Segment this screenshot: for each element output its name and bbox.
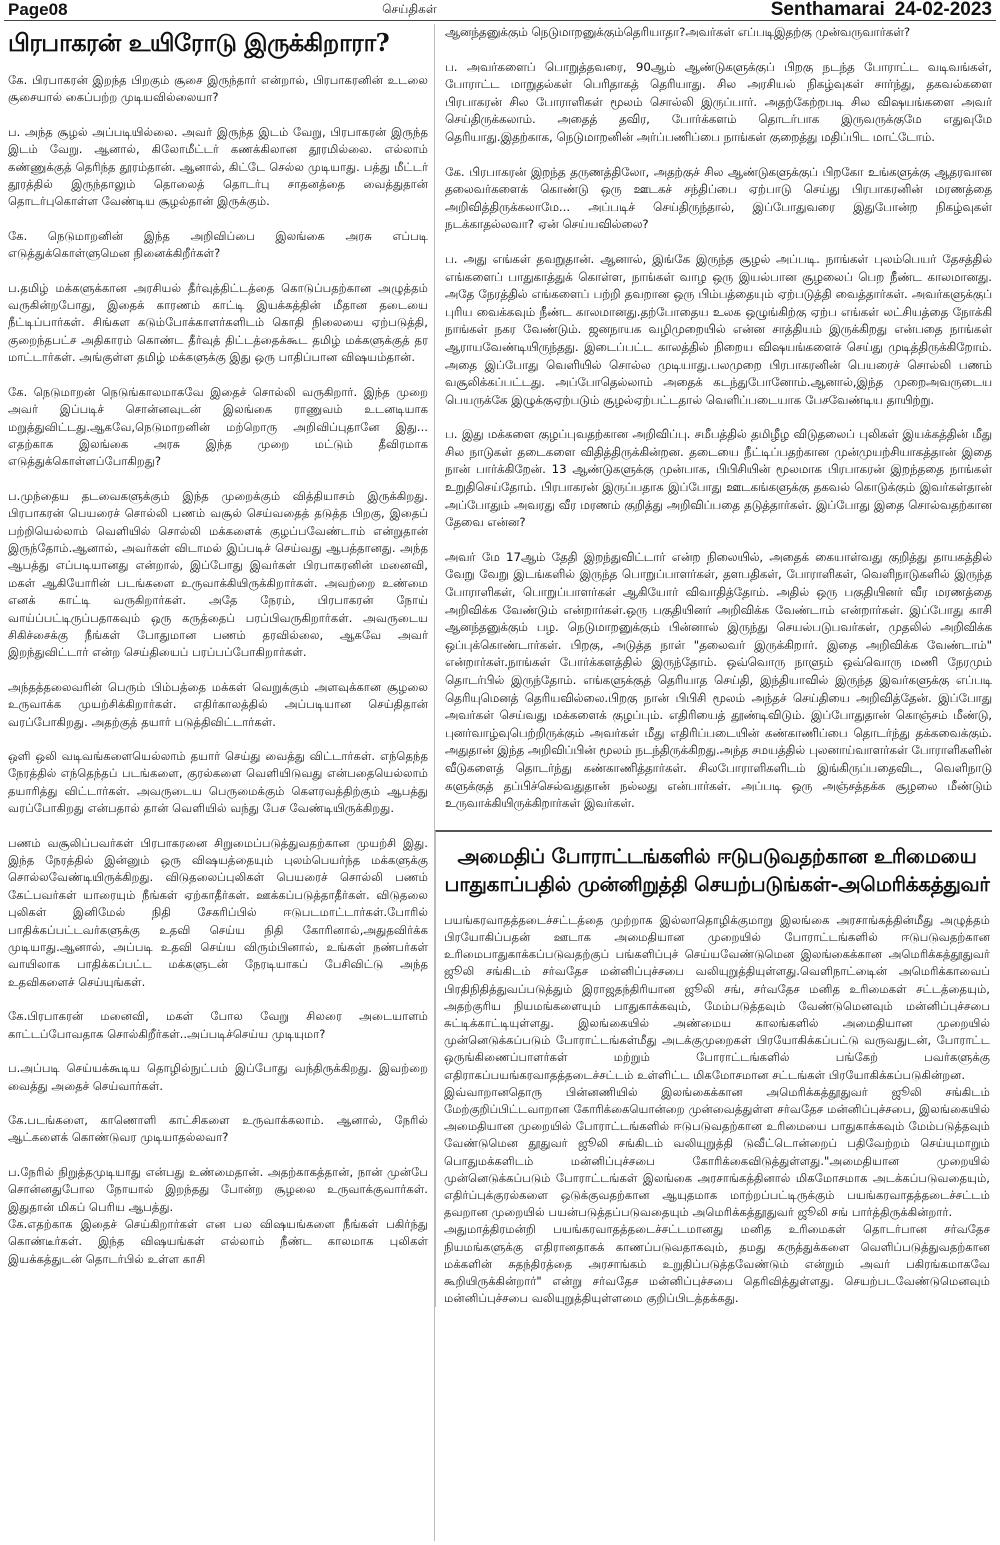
- article-paragraph: கே.படங்களை, காணொளி காட்சிகளை உருவாக்கலாம். ஆனால், நேரில் ஆட்களைக் கொண்டுவர முடியாதல்லவா?: [8, 1112, 428, 1145]
- article-paragraph: பயங்கரவாதத்தடைச்சட்டத்தை முற்றாக இல்லாதொழிக்குமாறு இலங்கை அரசாங்கத்தின்மீது அழுத்தம் பிரயோகிப்பதன் ஊடாக அமைதியான முறையில் போராட்டங்களில் ஈடுபடுவதற்கான உரிமைபாதுகாக்கப்படுவதற்குப் பங்களிப்புச் செய்யவேண்டுமென இலங்கைக்கான அமெரிக்கத்தூதுவர் ஜூலி சங்கிடம் சர்வதேச மன்னிப்புச்சபை வலியுறுத்தியுள்ளது.வெளிநாட்டைின் அமெரிக்காவைப் பிரதிநிதித்துவப்படுத்தும் இராஜதந்திரியான ஜூலி சங், சர்வதேச மனித உரிமைகள் சட்டத்தையும், அதற்குரிய நியமங்களையும் பாதுகாக்கவும், மேம்படுத்தவும் வேண்டுமெனவும் மன்னிப்புச்சபை சுட்டிக்காட்டியுள்ளது. இலங்கையில் அண்மைய காலங்களில் அமைதியான முறையில் முன்னெடுக்கப்படும் போராட்டங்கள்மீது அடக்குமுறைகள் பிரயோகிக்கப்பட்டு வருவதுடன், போராட்ட ஒருங்கிணைப்பாளர்கள் மற்றும் போராட்டங்களில் பங்கேற் பவர்களுக்கு எதிராகப்பயங்கரவாதத்தடைச்சட்டம் உள்ளிட்ட மிகமோசமான சட்டங்கள் பிரயோகிக்கப்படுகின்றன.: [444, 912, 990, 1082]
- article-paragraph: கே. நெடுமாறன் நெடுங்காலமாகவே இதைச் சொல்லி வருகிறார். இந்த முறை அவர் இப்படிச் சொன்னவுடன் இலங்கை ராணுவம் உடனடியாக மறுத்துவிட்டது.ஆகவே,நெடுமாறனின் மற்றொரு அறிவிப்புதானே இது... எதற்காக இலங்கை அரசு இந்த முறை மட்டும் தீவிரமாக எடுத்துக்கொள்ளப்போகிறது?: [8, 384, 428, 469]
- article-paragraph: இவ்வாறானதொரு பின்னணியில் இலங்கைக்கான அமெரிக்கத்தூதுவர் ஜூலி சங்கிடம் மேற்குறிப்பிட்டவாறான கோரிக்கையொன்றை முன்வைத்துள்ள சர்வதேச மன்னிப்புச்சபை, இலங்கையில் அமைதியான முறையில் போராட்டங்களில் ஈடுபடுவதற்கான உரிமையை பாதுகாக்கவும் மேம்படுத்தவும் வேண்டுமென தூதுவர் ஜூலி சங்கிடம் வலியுறுத்தி டுவீட்டொன்றைப் பதிவேற்றம் செய்யுமாறும் பொதுமக்களிடம் மன்னிப்புச்சபை கோரிக்கைவிடுத்துள்ளது."அமைதியான முறையில் முன்னெடுக்கப்படும் போராட்டங்கள் இலங்கை அரசாங்கத்தினால் மிகமோசமாக அடக்கப்படுவதையும், எதிர்ப்புக்குரல்களை ஒடுக்குவதற்கான ஆயுதமாக மாற்றப்பட்டிருக்கும் பயங்கரவாதத்தடைச்சட்டம் தவறான முறையில் பயன்படுத்தப்படுவதையும் அமெரிக்கத்தூதுவர் ஜூலி சங் பார்த்திருக்கின்றார்.: [444, 1084, 990, 1220]
- article-paragraph: அதுமாத்திரமன்றி பயங்கரவாதத்தடைச்சட்டமானது மனித உரிமைகள் தொடர்பான சர்வதேச நியமங்களுக்கு எதிரானதாகக் காணப்படுவதாகவும், தமது கருத்துக்களை வெளிப்படுத்துவதற்கான மக்களின் சுதந்திரத்தை அரசாங்கம் உறுதிப்படுத்தவேண்டும் என்றும் அவர் பகிரங்கமாகவே கூறியிருக்கின்றார்" என்று சர்வதேச மன்னிப்புச்சபை தெரிவித்துள்ளது. செயற்படவேண்டுமெனவும் மன்னிப்புச்சபை வலியுறுத்தியுள்ளமை குறிப்பிடத்தக்கது.: [444, 1222, 990, 1306]
- article-body-left: [8, 72, 428, 1268]
- article-paragraph: அந்தத்தலைவரின் பெரும் பிம்பத்தை மக்கள் வெறுக்கும் அளவுக்கான சூழலை உருவாக்க முயற்சிக்கிறார்கள். எதிர்காலத்தில் அப்படியான செய்திதான் வரப்போகிறது. அதற்குத் தயார் படுத்திவிட்டார்கள்.: [8, 679, 428, 729]
- article-paragraph: கே. நெடுமாறனின் இந்த அறிவிப்பை இலங்கை அரசு எப்படி எடுத்துக்கொள்ளுமென நினைக்கிறீர்கள்?: [8, 228, 428, 261]
- masthead: [761, 0, 992, 21]
- second-article: [435, 830, 992, 1308]
- right-column: [434, 24, 996, 1541]
- article-paragraph: ப. அது எங்கள் தவறுதான். ஆனால், இங்கே இருந்த சூழல் அப்படி. நாங்கள் புலம்பெயர் தேசத்தில் எங்களைப் பாதுகாத்துக் கொள்ள, நாங்கள் வாழ ஒரு இயல்பான சூழலைப் பெற நீண்ட காலமானது. அதே நேரத்தில் எங்களைப் பற்றி தவறான ஒரு பிம்பத்தையும் ஏற்படுத்தி வைத்தார்கள். அவர்களுக்குப் புரிய வைக்கவும் நீண்ட காலமானது.தற்போதைய உலக ஒழுங்கிற்கு ஏற்ப எங்கள் லட்சியத்தை நோக்கி நாங்கள் நகர வேண்டும். ஜனநாயக வழிமுறையில் என்ன சாத்தியம் இருக்கிறது என்பதை நாங்கள் ஆராயவேண்டியிருந்தது. இடைப்பட்ட காலத்தில் நிறைய விஷயங்களைச் செய்து முடித்திருக்கிறோம். அதை இப்போது வெளியில் சொல்ல முடியாது.பலமுறை பிரபாகரனின் பெயரைச் சொல்லி பணம் வசூலிக்கப்பட்டது. அப்போதெல்லாம் அதைக் கடந்துபோனோம்.ஆனால்,இந்த முறைஅவருடைய பெயருக்கே இழுக்குஏற்படும் சூழல்ஏற்பட்டதால் வெளிப்படையாக பேசவேண்டிய தாயிற்று.: [445, 251, 992, 407]
- article-paragraph: கே.பிரபாகரன் மனைவி, மகள் போல வேறு சிலரை அடையாளம் காட்டப்போவதாக சொல்கிறீர்கள்..அப்படிச்செய்ய முடியுமா?: [8, 1009, 428, 1041]
- page-number: Page08: [8, 0, 68, 19]
- second-article-body: [444, 912, 990, 1308]
- article-paragraph: ப.நேரில் நிறுத்தமுடியாது என்பது உண்மைதான். அதற்காகத்தான், நான் முன்பே சொன்னதுபோல நோயால் இறந்தது போன்ற சூழலை உருவாக்குவார்கள். இதுதான் மிகப் பெரிய ஆபத்து. கே.எதற்காக இதைச் செய்கிறார்கள் என பல விஷயங்களை நீங்கள் பகிர்ந்து கொண்டீர்கள். இந்த விஷயங்கள் எல்லாம் நீண்ட காலமாக புலிகள் இயக்கத்துடன் தொடர்பில் உள்ள காசி: [8, 1164, 428, 1266]
- article-paragraph: ப. அவர்களைப் பொறுத்தவரை, 90ஆம் ஆண்டுகளுக்குப் பிறகு நடந்த போராட்ட வடிவங்கள், போராட்ட மாறுதல்கள் பெரிதாகத் தெரியாது. சில அரசியல் நிகழ்வுகள் சார்ந்து, தகவல்களை பிரபாகரன் சில போராளிகள் மூலம் சொல்லி இருப்பார். அதற்கேற்றபடி சில விஷயங்களை அவர் செய்திருக்கலாம். அதைத் தவிர, போர்க்களம் தொடர்பாக இருவருக்குமே எதுவுமே தெரியாது.இதற்காக, நெடுமாறனின் அர்ப்பணிப்பை நாங்கள் குறைத்து மதிப்பிட மாட்டோம்.: [445, 59, 992, 144]
- article-paragraph: ஒளி ஒலி வடிவங்களையெல்லாம் தயார் செய்து வைத்து விட்டார்கள். எந்தெந்த நேரத்தில் எந்தெந்தப் படங்களை, குரல்களை வெளியிடுவது என்பதையெல்லாம் தயாரித்து விட்டார்கள். அவருடைய பெருமைக்கும் கௌரவத்திற்கும் ஆபத்து வரப்போகிறது என்பதால் தான் வெளியில் வந்து பேச வேண்டியிருக்கிறது.: [8, 749, 428, 816]
- article-paragraph: அவர் மே 17ஆம் தேதி இறந்துவிட்டார் என்ற நிலையில், அதைக் கையாள்வது குறித்து தாயகத்தில் வேறு வேறு இடங்களில் இருந்த பொறுப்பாளர்கள், தளபதிகள், போராளிகள், வெளிநாடுகளில் இருந்த போராளிகள், பொறுப்பாளர்கள் ஆகியோர் விவாதித்தோம். அதில் ஒரு பகுதியினர் வீர மரணத்தை அறிவிக்க வேண்டும் என்றார்கள்.ஒரு பகுதியினர் அறிவிக்க வேண்டாம் என்றார்கள். இப்போது காசி ஆனந்தனுக்கும் பழ. நெடுமாறனுக்கும் பின்னால் இருந்து செயல்படுபவர்கள், முதலில் அறிவிக்க ஒப்புக்கொண்டார்கள். பிறகு, அடுத்த நாள் "தலைவர் இருக்கிறார். இதை அறிவிக்க வேண்டாம்" என்றார்கள்.நாங்கள் போர்க்களத்தில் இருந்தோம். ஒவ்வொரு நாளும் ஒவ்வொரு மணி நேரமும் தொடர்பில் இருந்தோம். எங்களுக்குத் தெரியாத செய்தி, இந்தியாவில் இருந்த இவர்களுக்கு எப்படி தெரியுமெனத் தெரியவில்லை.பிறகு நான் பிபிசி மூலம் அந்தச் செய்தியை அறிவித்தேன். இப்போது அவர்கள் செய்வது மக்களைக் குழப்பும். எதிரியைத் தூண்டிவிடும். இப்போதுதான் கொஞ்சம் மீண்டு, புனர்வாழ்வுபெற்றிருக்கும் அவர்கள் மீது எதிரிப்படையின் கண்காணிப்பை தொடர்ந்து தக்கவைக்கும். அதுதான் இந்த அறிவிப்பின் மூலம் நடந்திருக்கிறது.அந்த சமயத்தில் புலனாய்வாளர்கள் போராளிகளின் வீடுகளைத் தொடர்ந்து கண்காணித்தார்கள். சிலபோராளிகளிடம் இங்கிருப்பதைவிட, வெளிநாடு களுக்குத் தப்பிச்செல்வதுதான் நல்லது என்பார்கள். அப்படி ஒரு அஞ்சத்தக்க சூழலை மீண்டும் உருவாக்கியிருக்கிறார்கள் இவர்கள்.: [445, 549, 992, 811]
- article-paragraph: ப. அந்த சூழல் அப்படியில்லை. அவர் இருந்த இடம் வேறு, பிரபாகரன் இருந்த இடம் வேறு. ஆனால், கிலோமீட்டர் கணக்கிலான தூரமில்லை. எல்லாம் கண்ணுக்குத் தெரிந்த தூரம்தான். ஆனால், கிட்டே செல்ல முடியாது. பத்து மீட்டர் தூரத்தில் இருந்தாலும் தொலைத் தொடர்பு சாதனத்தை வைத்துதான் தொடர்புகொள்ள வேண்டிய சூழல்தான் இருக்கும்.: [8, 124, 428, 209]
- left-column: [4, 24, 434, 1541]
- second-article-headline: அமைதிப் போராட்டங்களில் ஈடுபடுவதற்கான உரிமையை பாதுகாப்பதில் முன்னிறுத்தி செயற்படுங்கள்-அமெரிக்கத்துவர்: [444, 843, 990, 896]
- paper-name: Senthamarai: [770, 0, 885, 20]
- page-header: [4, 0, 996, 21]
- content-columns: [4, 24, 996, 1545]
- article-paragraph: ப.தமிழ் மக்களுக்கான அரசியல் தீர்வுத்திட்டத்தை கொடுப்பதற்கான அழுத்தம் வருகின்றபோது, இதைக் காரணம் காட்டி இயக்கத்தின் மீதான தடையை நீட்டிப்பார்கள். சிங்கள கடும்போக்காளர்களிடம் கொதி நிலையை ஏற்படுத்தி, குறைந்தபட்ச அதிகாரம் கொண்ட தீர்வுத் திட்டத்தைக்கூட தமிழ் மக்களுக்குத் தர மாட்டார்கள். அங்குள்ள தமிழ் மக்களுக்கு இது ஒரு பாதிப்பான விஷயம்தான்.: [8, 280, 428, 365]
- section-name: செய்திகள்: [382, 2, 437, 16]
- article-paragraph: பணம் வசூலிப்பவர்கள் பிரபாகரனை சிறுமைப்படுத்துவதற்கான முயற்சி இது. இந்த நேரத்தில் இன்னும் ஒரு விஷயத்தையும் புலம்பெயர்ந்த மக்களுக்கு சொல்லவேண்டியிருக்கிறது. விடுதலைப்புலிகள் பெயரைச் சொல்லி பணம் கேட்பவர்கள் யாரையும் நீங்கள் ஏற்காதீர்கள். ஊக்கப்படுத்தாதீர்கள். விடுதலை புலிகள் இனிமேல் நிதி சேகரிப்பில் ஈடுபடமாட்டார்கள்.போரில் பாதிக்கப்பட்டவர்களுக்கு உதவி செய்ய நிதி கோரினால்,அதுதவிர்க்க முடியாது.ஆனால், அப்படி உதவி செய்ய விரும்பினால், உங்கள் நண்பர்கள் வாயிலாக பாதிக்கப்பட்ட மக்களுடன் நேரடியாகப் பேசிவிட்டு அந்த உதவிகளைச் செய்யுங்கள்.: [8, 835, 428, 989]
- article-paragraph: ப.முந்தைய தடவைகளுக்கும் இந்த முறைக்கும் வித்தியாசம் இருக்கிறது. பிரபாகரன் பெயரைச் சொல்லி பணம் வசூல் செய்வதைத் தடுத்த பிறகு, இதைப் பற்றியெல்லாம் வெளியில் சொல்லி மக்களைக் குழப்பவேண்டாம் என்றுதான் இருந்தோம்.ஆனால், அவர்கள் விடாமல் இப்படிச் செய்வது ஆபத்தானது. அந்த ஆபத்து எப்படியானது என்றால், இப்போது இவர்கள் பிரபாகரனின் மனைவி, மகள் ஆகியோரின் படங்களை உருவாக்கியிருக்கிறார்கள். அவற்றை உண்மை எனக் காட்டி வருகிறார்கள். அதே நேரம், பிரபாகரன் நோய் வாய்ப்பட்டிருப்பதாகவும் ஒரு கருத்தைப் பரப்பிவருகிறார்கள். அவருடைய சிகிச்சைக்கு நீங்கள் போதுமான பணம் தரவில்லை, ஆகவே அவர் இறந்துவிட்டார் என்ற செய்தியைப் பரப்பப்போகிறார்கள்.: [8, 488, 428, 660]
- article-paragraph: ப.அப்படி செய்யக்கூடிய தொழில்நுட்பம் இப்போது வந்திருக்கிறது. இவற்றை வைத்து அதைச் செய்வார்கள்.: [8, 1061, 428, 1093]
- article-body-right: [445, 24, 992, 813]
- article-paragraph: ப. இது மக்களை குழப்புவதற்கான அறிவிப்பு. சமீபத்தில் தமிழீழ விடுதலைப் புலிகள் இயக்கத்தின் மீது சில நாடுகள் தடைகளை விதித்திருக்கின்றன. தடையை நீட்டிப்பதற்கான முன்முயற்சியாகத்தான் இதை நான் பார்க்கிறேன். 13 ஆண்டுகளுக்கு முன்பாக, பிபிசியின் மூலமாக பிரபாகரன் இறந்ததை நாங்கள் உறுதிசெய்தோம். பிரபாகரன் இருப்பதாக இப்போது ஊடகங்களுக்கு தகவல் கொடுக்கும் இவர்கள்தான் அப்போதும் அவரது வீர மரணம் குறித்து அறிவிப்பதை தடுத்தார்கள். இப்போது இதை சொல்வதற்கான தேவை என்ன?: [445, 427, 992, 530]
- article-paragraph: ஆனந்தனுக்கும் நெடுமாறனுக்கும்தெரியாதா?அவர்கள் எப்படிஇதற்கு முன்வருவார்கள்?: [445, 25, 911, 39]
- article-paragraph: கே. பிரபாகரன் இறந்த தருணத்திலோ, அதற்குச் சில ஆண்டுகளுக்குப் பிறகோ உங்களுக்கு ஆதரவான தலைவர்களைக் கொண்டு ஒரு ஊடகச் சந்திப்பை ஏற்பாடு செய்து பிரபாகரனின் மரணத்தை அறிவித்திருக்கலாமே... அப்படிச் செய்திருந்தால், இப்போதுவரை இதுபோன்ற நிகழ்வுகள் நடக்காதல்லவா? ஏன் செய்யவில்லை?: [445, 164, 992, 232]
- issue-date: 24-02-2023: [894, 0, 992, 20]
- article-paragraph: கே. பிரபாகரன் இறந்த பிறகும் சூசை இருந்தார் என்றால், பிரபாகரனின் உடலை சூசையால் கைப்பற்ற முடியவில்லையா?: [8, 73, 428, 105]
- article-headline: பிரபாகரன் உயிரோடு இருக்கிறாரா?: [8, 28, 390, 57]
